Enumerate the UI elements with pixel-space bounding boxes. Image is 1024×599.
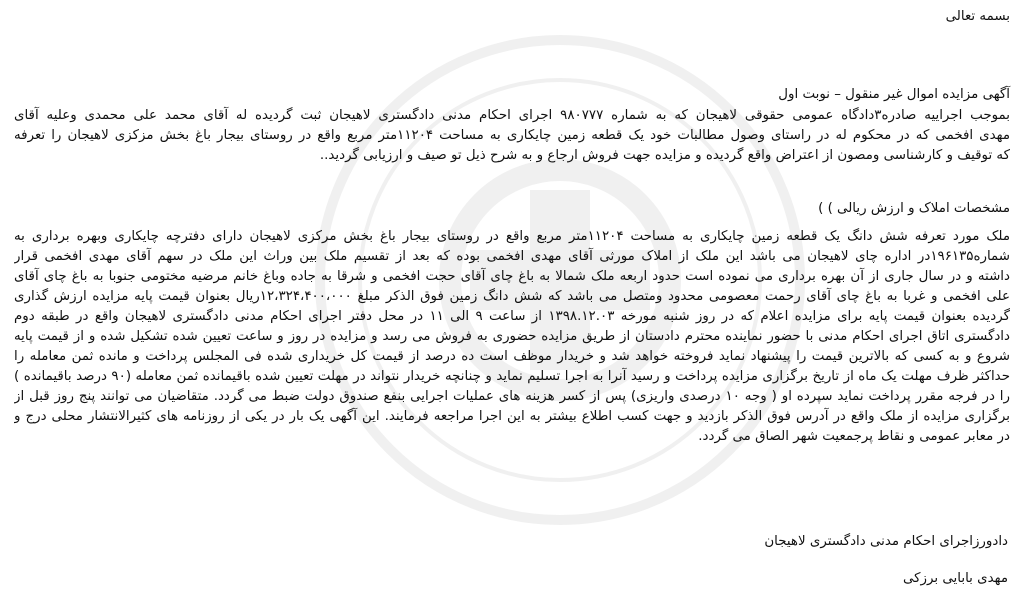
body-line: گردیده بعنوان قیمت پایه برای مزایده اعلام که در روز شنبه مورخه ۱۳۹۸.۱۲.۰۳ از ساعت ۹ الی ۱۱ در محل دفتر اجرای احکام مدنی دادگستری لاهیجان واقع در طبقه دوم [14, 309, 1010, 324]
signature-office: دادورزاجرای احکام مدنی دادگستری لاهیجان [764, 534, 1008, 549]
body-line: در معابر عمومی و نقاط پرجمعیت شهر الصاق می گردد. [698, 429, 1010, 444]
signature-name: مهدی بابایی برزکی [903, 571, 1008, 586]
body-line: ملک مورد تعرفه شش دانگ یک قطعه زمین چایکاری به مساحت ۱۱۲۰۴متر مربع واقع در روستای بیجار باغ بخش مرکزی لاهیجان دارای دفترچه چایکاری وبهره برداری به [14, 229, 1010, 244]
body-line: علی افخمی و غربا به باغ چای آقای رحمت معصومی محدود ومتصل می باشد که شش دانگ زمین فوق الذکر مبلغ ۱۲،۳۲۴،۴۰۰،۰۰۰ریال بعنوان قیمت پایه مزایده ارزش گذاری [14, 289, 1010, 304]
body-line: برگزاری مزایده از ملک واقع در آدرس فوق الذکر بازدید و جهت کسب اطلاع بیشتر به این اجرا مراجعه فرمایند. این آگهی یک بار در یکی از روزنامه های کثیرالانتشار محلی درج و [14, 409, 1010, 424]
notice-title: آگهی مزایده اموال غیر منقول – نوبت اول [778, 87, 1010, 102]
body-line: حداکثر ظرف مهلت یک ماه از تاریخ برگزاری مزایده پرداخت و رسید آنرا به اجرا تسلیم نماید و چنانچه خریدار نتواند در مهلت تعیین شده باقیمانده ثمن معامله (۹۰ درصد باقیمانده ) [14, 369, 1010, 384]
section-heading: مشخصات املاک و ارزش ریالی ) ) [818, 201, 1010, 216]
body-paragraph [14, 227, 1010, 447]
bismillah-heading: بسمه تعالی [945, 9, 1010, 24]
body-line: شماره۱۹۶۱۳۵در اداره چای لاهیجان می باشد این ملک از املاک مورثی آقای مهدی افخمی بوده که بعد از تقسیم ملک بین وراث این ملک در سهم آقای مهدی افخمی قرار [14, 249, 1010, 264]
intro-paragraph [14, 106, 1010, 166]
body-line: داشته و در سال جاری از آن بهره برداری می نموده است حدود اربعه ملک شمالا به باغ چای آقای حجت افخمی و شرقا به جاده وباغ خانم مرضیه مختومی جنوبا به باغ چای آقای [14, 269, 1010, 284]
body-line: دادگستری اتاق اجرای احکام مدنی با حضور نماینده محترم دادستان از طریق مزایده حضوری به فروش می رسد و مزایده در روز و ساعت تعیین شده تشکیل شده و از قیمت پایه [14, 329, 1010, 344]
body-line: شروع و به کسی که بالاترین قیمت را پیشنهاد نماید فروخته خواهد شد و خریدار موظف است ده درصد از قیمت کل خریداری شده فی المجلس پرداخت و مانده ثمن معامله را [14, 349, 1010, 364]
intro-line: بموجب اجراییه صادره۳دادگاه عمومی حقوقی لاهیجان که به شماره ۹۸۰۷۷۷ اجرای احکام مدنی دادگستری لاهیجان ثبت گردیده له آقای محمد علی محمدی وعلیه آقای [14, 108, 1010, 123]
intro-line: مهدی افخمی که در محکوم له در راستای وصول مطالبات خود یک قطعه زمین چایکاری به مساحت ۱۱۲۰۴متر مربع واقع در روستای بیجار باغ بخش مزکزی لاهیجان را تعرفه [14, 128, 1010, 143]
intro-line: که توقیف و کارشناسی ومصون از اعتراض واقع گردیده و مزایده جهت فروش ارجاع و به شرح ذیل تو صیف و ارزیابی گردید.. [319, 148, 1010, 163]
body-line: را در فرجه مقرر پرداخت نماید سپرده او ( وجه ۱۰ درصدی واریزی) پس از کسر هزینه های عملیات اجرایی بنفع صندوق دولت ضبط می گردد. متقاضیان می توانند پنج روز قبل از [14, 389, 1010, 404]
